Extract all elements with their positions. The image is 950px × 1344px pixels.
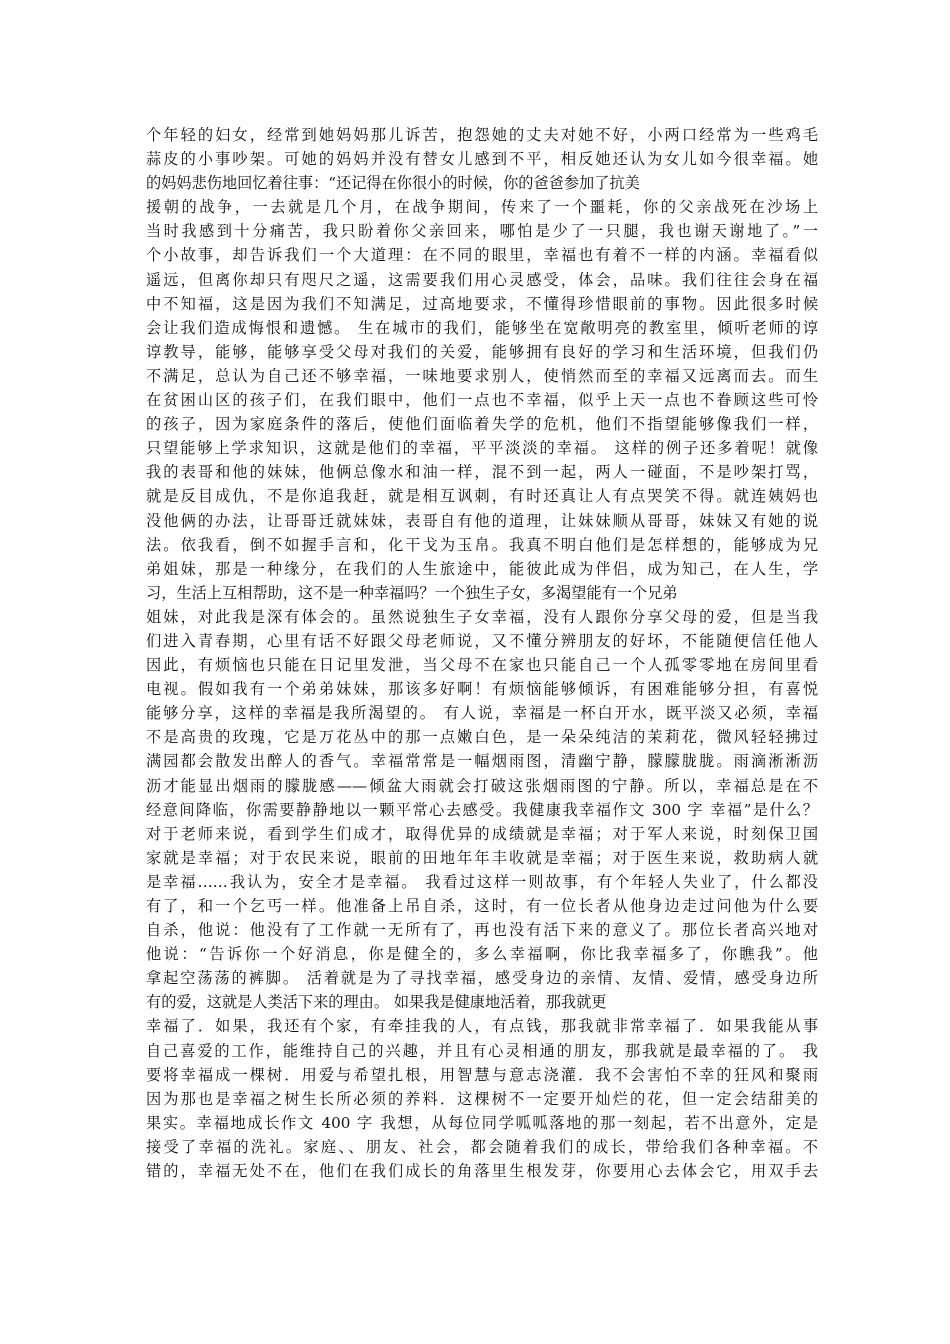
text-line: 家就是幸福；对于农民来说，眼前的田地年年丰收就是幸福；对于医生来说，救助病人就 [146,848,818,867]
text-line: 有的爱，这就是人类活下来的理由。 如果我是健康地活着，那我就更 [146,993,607,1012]
text-line: 弟姐妹，那是一种缘分，在我们的人生旅途中，能彼此成为伴侣，成为知己，在人生，学 [146,559,818,578]
text-line: 因此，有烦恼也只能在日记里发泄，当父母不在家也只能自己一个人孤零零地在房间里看 [146,656,818,675]
text-line: 经意间降临，你需要静静地以一颗平常心去感受。我健康我幸福作文 300 字 幸福”是什么？ [146,800,818,819]
paragraph [146,123,818,195]
text-line: 对于老师来说，看到学生们成才，取得优异的成绩就是幸福；对于军人来说，时刻保卫国 [146,824,818,843]
text-line: 不满足，总认为自己还不够幸福，一味地要求别人，使悄然而至的幸福又远离而去。而生 [146,366,818,385]
text-line: 是幸福……我认为，安全才是幸福。 我看过这样一则故事，有个年轻人失业了，什么都没 [146,872,818,891]
text-line: 的妈妈悲伤地回忆着往事：“还记得在你很小的时候，你的爸爸参加了抗美 [146,174,640,193]
text-line: 自杀，他说：他没有了工作就一无所有了，再也没有活下来的意义了。那位长者高兴地对 [146,921,818,940]
text-line: 沥才能显出烟雨的朦胧感——倾盆大雨就会打破这张烟雨图的宁静。所以，幸福总是在不 [146,776,818,795]
text-line: 会让我们造成悔恨和遗憾。 生在城市的我们，能够坐在宽敞明亮的教室里，倾听老师的谆 [146,318,818,337]
text-line: 们进入青春期，心里有话不好跟父母老师说，又不懂分辨朋友的好坏，不能随便信任他人 [146,631,818,650]
text-line: 谆教导，能够，能够享受父母对我们的关爱，能够拥有良好的学习和生活环境，但我们仍 [146,342,818,361]
text-line: 能够分享，这样的幸福是我所渴望的。 有人说，幸福是一杯白开水，既平淡又必须，幸福 [146,704,818,723]
text-line: 的孩子，因为家庭条件的落后，使他们面临着失学的危机，他们不指望能够像我们一样， [146,415,818,434]
paragraph [146,605,818,1015]
text-line: 他说：“告诉你一个好消息，你是健全的，多么幸福啊，你比我幸福多了，你瞧我”。他 [146,945,818,964]
text-line: 自己喜爱的工作，能维持自己的兴趣，并且有心灵相通的朋友，那我就是最幸福的了。 我 [146,1041,818,1060]
text-line: 姐妹，对此我是深有体会的。虽然说独生子女幸福，没有人跟你分享父母的爱，但是当我 [146,607,818,626]
text-line: 因为那也是幸福之树生长所必须的养料．这棵树不一定要开灿烂的花，但一定会结甜美的 [146,1089,818,1108]
paragraph [146,1014,818,1183]
text-line: 电视。假如我有一个弟弟妹妹，那该多好啊！有烦恼能够倾诉，有困难能够分担，有喜悦 [146,680,818,699]
text-line: 拿起空荡荡的裤脚。 活着就是为了寻找幸福，感受身边的亲情、友情、爱情，感受身边所 [146,969,818,988]
text-line: 中不知福，这是因为我们不知满足，过高地要求，不懂得珍惜眼前的事物。因此很多时候 [146,294,818,313]
document-page [146,123,818,1183]
text-line: 个年轻的妇女，经常到她妈妈那儿诉苦，抱怨她的丈夫对她不好，小两口经常为一些鸡毛 [146,126,818,144]
text-line: 没他俩的办法，让哥哥迁就妹妹，表哥自有他的道理，让妹妹顺从哥哥，妹妹又有她的说 [146,511,818,530]
text-line: 法。依我看，倒不如握手言和，化干戈为玉帛。我真不明白他们是怎样想的，能够成为兄 [146,535,818,554]
text-line: 错的，幸福无处不在，他们在我们成长的角落里生根发芽，你要用心去体会它，用双手去 [146,1162,818,1181]
text-line: 当时我感到十分痛苦，我只盼着你父亲回来，哪怕是少了一只腿，我也谢天谢地了。”一 [146,222,818,241]
text-line: 只望能够上学求知识，这就是他们的幸福，平平淡淡的幸福。 这样的例子还多着呢！就像 [146,439,818,458]
text-line: 蒜皮的小事吵架。可她的妈妈并没有替女儿感到不平，相反她还认为女儿如今很幸福。她 [146,150,818,169]
text-line: 在贫困山区的孩子们，在我们眼中，他们一点也不幸福，似乎上天一点也不眷顾这些可怜 [146,391,818,410]
text-line: 习，生活上互相帮助，这不是一种幸福吗？一个独生子女，多渴望能有一个兄弟 [146,583,678,602]
text-line: 个小故事，却告诉我们一个大道理：在不同的眼里，幸福也有着不一样的内涵。幸福看似 [146,246,818,265]
text-line: 就是反目成仇，不是你追我赶，就是相互讽刺，有时还真让人有点哭笑不得。就连姨妈也 [146,487,818,506]
text-line: 幸福了．如果，我还有个家，有牵挂我的人，有点钱，那我就非常幸福了．如果我能从事 [146,1017,818,1036]
text-line: 接受了幸福的洗礼。家庭、、朋友、社会，都会随着我们的成长，带给我们各种幸福。不 [146,1137,818,1156]
paragraph [146,195,818,605]
text-line: 我的表哥和他的妹妹，他俩总像水和油一样，混不到一起，两人一碰面，不是吵架打骂， [146,463,818,482]
text-line: 要将幸福成一棵树．用爱与希望扎根，用智慧与意志浇灌．我不会害怕不幸的狂风和聚雨 [146,1065,818,1084]
text-line: 果实。幸福地成长作文 400 字 我想，从每位同学呱呱落地的那一刻起，若不出意外，定是 [146,1113,818,1132]
text-line: 不是高贵的玫瑰，它是万花丛中的那一点嫩白色，是一朵朵纯洁的茉莉花，微风轻轻拂过 [146,728,818,747]
text-line: 遥远，但离你却只有咫尺之遥，这需要我们用心灵感受，体会，品味。我们往往会身在福 [146,270,818,289]
text-line: 满园都会散发出醉人的香气。幸福常常是一幅烟雨图，清幽宁静，朦朦胧胧。雨滴淅淅沥 [146,752,818,771]
text-line: 有了，和一个乞丐一样。他准备上吊自杀，这时，有一位长者从他身边走过问他为什么要 [146,897,818,915]
text-line: 援朝的战争，一去就是几个月，在战争期间，传来了一个噩耗，你的父亲战死在沙场上 [146,198,818,217]
